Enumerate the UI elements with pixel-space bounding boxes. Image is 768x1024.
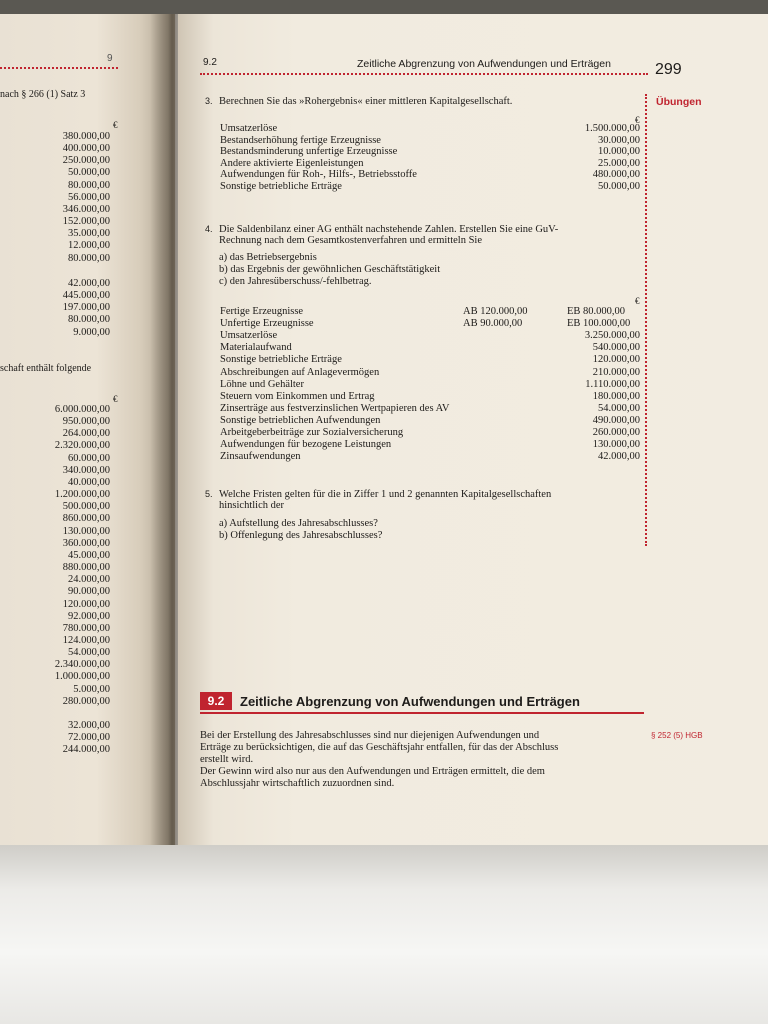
table-row	[220, 123, 640, 135]
row-ab: AB 90.000,00	[463, 318, 523, 330]
table-row	[220, 342, 640, 354]
left-value: 264.000,00	[62, 428, 110, 440]
question-number: 5.	[205, 489, 213, 499]
row-value: 210.000,00	[592, 366, 640, 378]
table-row	[220, 169, 640, 181]
left-value: 197.000,00	[62, 302, 110, 314]
table-row	[220, 146, 640, 158]
table-row	[220, 181, 640, 193]
paragraph-line: Der Gewinn wird also nur aus den Aufwendungen und Erträgen ermittelt, die dem	[200, 766, 545, 777]
row-label: Materialaufwand	[220, 342, 292, 354]
left-value: 50.000,00	[68, 167, 110, 179]
left-value: 56.000,00	[68, 191, 110, 203]
left-page-text: schaft enthält folgende	[0, 363, 92, 374]
row-label: Bestandserhöhung fertige Erzeugnisse	[220, 134, 381, 146]
row-label: Arbeitgeberbeiträge zur Sozialversicherung	[220, 427, 404, 438]
row-label: Andere aktivierte Eigenleistungen	[220, 157, 364, 169]
paragraph-line: Bei der Erstellung des Jahresabschlusses sind nur diejenigen Aufwendungen und	[200, 730, 540, 741]
table-row	[220, 354, 640, 366]
left-value: 2.340.000,00	[54, 659, 110, 671]
left-value: 72.000,00	[68, 732, 110, 744]
left-value: 2.320.000,00	[54, 440, 110, 452]
left-value: 80.000,00	[68, 252, 110, 264]
left-value: 90.000,00	[68, 586, 110, 598]
left-values-d	[63, 720, 110, 756]
row-label: Sonstige betriebliche Erträge	[220, 180, 342, 192]
row-label: Steuern vom Einkommen und Ertrag	[220, 390, 375, 402]
table-row	[220, 318, 640, 330]
left-value: 360.000,00	[62, 537, 110, 549]
row-value: 42.000,00	[598, 451, 640, 463]
table-row	[220, 158, 640, 170]
left-value: 1.000.000,00	[54, 671, 110, 683]
section-number-badge: 9.2	[200, 692, 232, 710]
row-value: 30.000,00	[598, 134, 640, 146]
left-value: 60.000,00	[68, 452, 110, 464]
q4-item-c: c) den Jahresüberschuss/-fehlbetrag.	[219, 276, 372, 287]
paragraph-line: Erträge zu berücksichtigen, die auf das Geschäftsjahr entfallen, für das der Abschluss	[200, 742, 559, 753]
left-value: 42.000,00	[68, 278, 110, 289]
paragraph-1	[200, 730, 646, 766]
row-value: 490.000,00	[592, 414, 640, 426]
question-3	[205, 95, 512, 108]
question-number: 3.	[205, 96, 213, 106]
header-title: Zeitliche Abgrenzung von Aufwendungen und Erträgen	[357, 58, 611, 70]
left-value: 124.000,00	[62, 634, 110, 646]
table-row	[220, 391, 640, 403]
left-value: 280.000,00	[62, 695, 110, 707]
table-row	[220, 330, 640, 342]
left-values-c	[55, 404, 110, 708]
question-text-cont: hinsichtlich der	[219, 500, 285, 511]
question-text: Welche Fristen gelten für die in Ziffer 1 und 2 genannten Kapitalgesellschaften	[219, 489, 552, 500]
question-text: Die Saldenbilanz einer AG enthält nachstehende Zahlen. Erstellen Sie eine GuV-	[219, 224, 559, 235]
question-number: 4.	[205, 224, 213, 234]
left-currency-a: €	[113, 120, 118, 130]
row-label: Abschreibungen auf Anlagevermögen	[220, 366, 380, 378]
currency-symbol: €	[635, 296, 640, 306]
currency-symbol: €	[635, 115, 640, 125]
left-value: 340.000,00	[62, 464, 110, 476]
row-label: Aufwendungen für bezogene Leistungen	[220, 439, 392, 451]
left-value: 500.000,00	[62, 501, 110, 513]
header-section-number: 9.2	[203, 57, 217, 68]
table-row	[220, 427, 640, 439]
row-value: 480.000,00	[592, 169, 640, 180]
row-value: 3.250.000,00	[584, 330, 640, 342]
exercises-label: Übungen	[656, 96, 702, 108]
exercise-margin-line	[645, 94, 647, 546]
page-number: 299	[655, 61, 682, 78]
left-value: 400.000,00	[62, 143, 110, 155]
table-row	[220, 379, 640, 391]
table-row	[220, 451, 640, 463]
row-eb: EB 100.000,00	[567, 318, 631, 330]
left-page-divider	[0, 67, 118, 69]
left-value: 12.000,00	[68, 240, 110, 252]
row-value: 130.000,00	[592, 439, 640, 451]
paragraph-line: Abschlussjahr wirtschaftlich zuzuordnen sind.	[200, 778, 395, 789]
row-value: 10.000,00	[598, 146, 640, 157]
q4-item-b: b) das Ergebnis der gewöhnlichen Geschäftstätigkeit	[219, 264, 441, 275]
left-value: 6.000.000,00	[54, 404, 110, 415]
left-values-b	[63, 278, 110, 339]
left-currency-c: €	[113, 394, 118, 404]
left-value: 152.000,00	[62, 216, 110, 228]
left-value: 32.000,00	[68, 720, 110, 731]
table-row	[220, 415, 640, 427]
left-values-a	[63, 131, 110, 265]
left-value: 250.000,00	[62, 155, 110, 167]
table-row	[220, 367, 640, 379]
header-divider	[200, 73, 648, 75]
row-label: Umsatzerlöse	[220, 123, 278, 134]
paragraph-2	[200, 766, 646, 790]
q4-item-a: a) das Betriebsergebnis	[219, 252, 317, 263]
table-row	[220, 135, 640, 147]
paragraph-line: erstellt wird.	[200, 754, 254, 765]
left-value: 130.000,00	[62, 525, 110, 537]
table-row	[220, 403, 640, 415]
table-row	[220, 439, 640, 451]
left-value: 45.000,00	[68, 549, 110, 561]
left-value: 80.000,00	[68, 314, 110, 326]
left-value: 24.000,00	[68, 574, 110, 586]
left-value: 380.000,00	[62, 131, 110, 142]
row-value: 1.500.000,00	[584, 123, 640, 134]
row-label: Aufwendungen für Roh-, Hilfs-, Betriebsstoffe	[220, 169, 417, 180]
row-value: 540.000,00	[592, 342, 640, 354]
left-value: 9.000,00	[73, 326, 110, 338]
row-value: 180.000,00	[592, 390, 640, 402]
question-text-cont: Rechnung nach dem Gesamtkostenverfahren und ermitteln Sie	[219, 235, 483, 246]
left-value: 780.000,00	[62, 622, 110, 634]
row-value: 50.000,00	[598, 180, 640, 192]
left-value: 35.000,00	[68, 228, 110, 240]
row-label: Fertige Erzeugnisse	[220, 306, 304, 317]
row-label: Löhne und Gehälter	[220, 378, 304, 390]
q5-item-b: b) Offenlegung des Jahresabschlusses?	[219, 530, 383, 541]
left-page-reference: nach § 266 (1) Satz 3	[0, 89, 86, 100]
left-value: 80.000,00	[68, 179, 110, 191]
row-value: 120.000,00	[592, 354, 640, 366]
left-page-number: 9	[107, 53, 113, 64]
left-value: 54.000,00	[68, 647, 110, 659]
row-value: 260.000,00	[592, 427, 640, 438]
row-label: Zinserträge aus festverzinslichen Wertpapieren des AV	[220, 402, 450, 414]
row-value: 54.000,00	[598, 402, 640, 414]
row-label: Umsatzerlöse	[220, 330, 278, 342]
left-value: 244.000,00	[62, 744, 110, 756]
left-value: 5.000,00	[73, 683, 110, 695]
left-value: 120.000,00	[62, 598, 110, 610]
background-strip	[0, 0, 768, 14]
table-row	[220, 306, 640, 318]
desk-surface	[0, 845, 768, 1024]
section-title: Zeitliche Abgrenzung von Aufwendungen und Erträgen	[240, 694, 580, 709]
row-eb: EB 80.000,00	[567, 306, 626, 317]
row-label: Sonstige betrieblichen Aufwendungen	[220, 414, 381, 426]
row-label: Sonstige betriebliche Erträge	[220, 354, 342, 366]
left-value: 1.200.000,00	[54, 489, 110, 501]
left-value: 860.000,00	[62, 513, 110, 525]
row-value: 1.110.000,00	[585, 378, 640, 390]
margin-reference: § 252 (5) HGB	[651, 731, 703, 740]
row-label: Bestandsminderung unfertige Erzeugnisse	[220, 146, 398, 157]
row-label: Unfertige Erzeugnisse	[220, 318, 314, 330]
left-value: 445.000,00	[62, 290, 110, 302]
left-value: 40.000,00	[68, 476, 110, 488]
row-value: 25.000,00	[598, 157, 640, 169]
left-value: 92.000,00	[68, 610, 110, 622]
row-ab: AB 120.000,00	[463, 306, 528, 317]
row-label: Zinsaufwendungen	[220, 451, 301, 463]
left-value: 880.000,00	[62, 562, 110, 574]
q5-item-a: a) Aufstellung des Jahresabschlusses?	[219, 518, 378, 529]
left-value: 950.000,00	[62, 416, 110, 428]
left-value: 346.000,00	[62, 203, 110, 215]
question-text: Berechnen Sie das »Rohergebnis« einer mittleren Kapitalgesellschaft.	[219, 96, 513, 107]
